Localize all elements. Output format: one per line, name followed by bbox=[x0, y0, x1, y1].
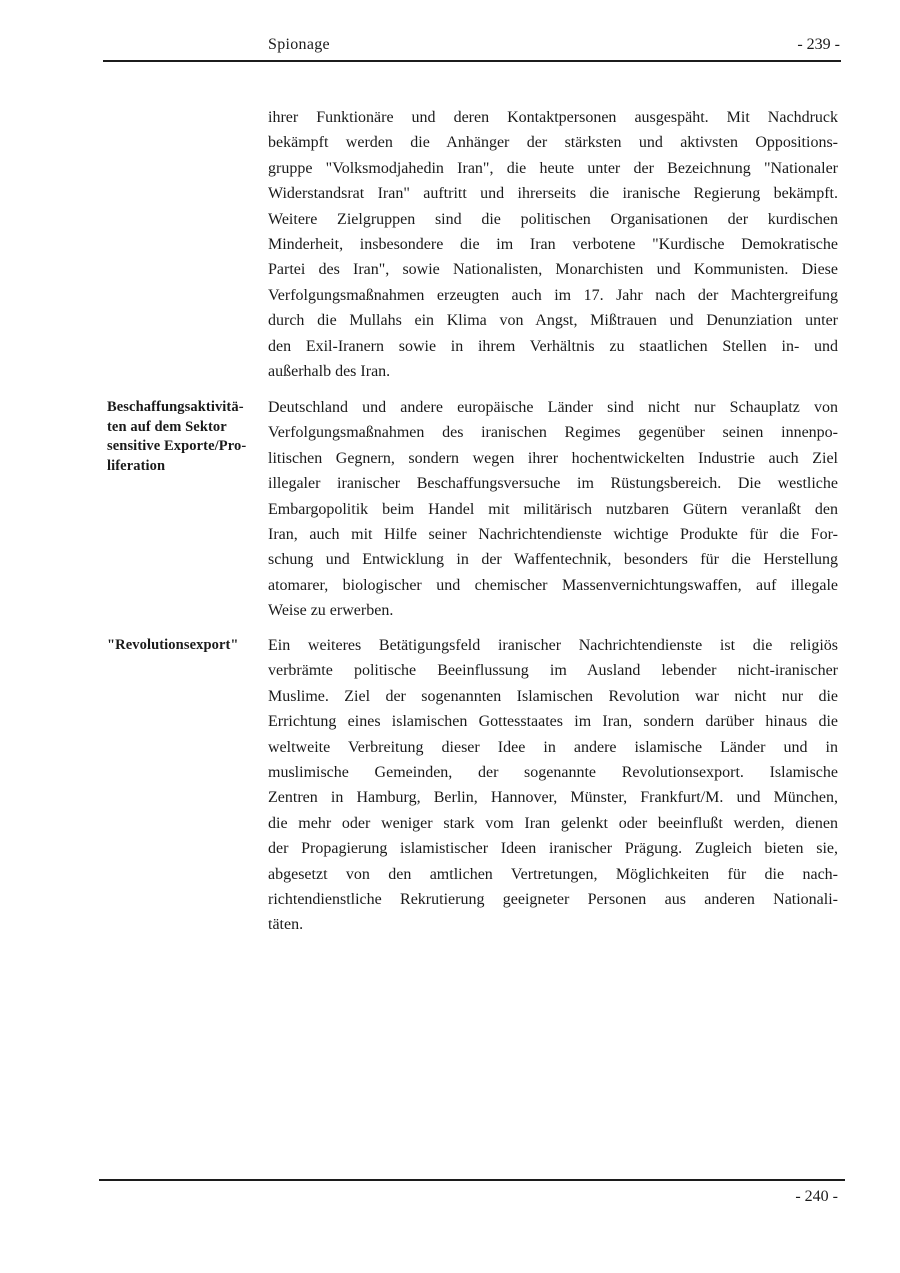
text-line: weltweite Verbreitung dieser Idee in andere islamische Länder und in bbox=[268, 738, 838, 756]
text-line: Weitere Zielgruppen sind die politischen Organisationen der kurdischen bbox=[268, 210, 838, 228]
text-line: ihrer Funktionäre und deren Kontaktpersonen ausgespäht. Mit Nachdruck bbox=[268, 109, 838, 126]
text-line: Verfolgungsmaßnahmen des iranischen Regimes gegenüber seinen innenpo- bbox=[268, 424, 838, 442]
margin-label bbox=[107, 398, 272, 476]
paragraph-text bbox=[268, 395, 838, 624]
header-page-number: - 239 - bbox=[797, 36, 840, 53]
text-line: Muslime. Ziel der sogenannten Islamischen Revolution war nicht nur die bbox=[268, 687, 838, 705]
text-line: schung und Entwicklung in der Waffentechnik, besonders für die Herstellung bbox=[268, 551, 838, 569]
text-line: Embargopolitik beim Handel mit militärisch nutzbaren Gütern veranlaßt den bbox=[268, 500, 838, 518]
text-line: litischen Gegnern, sondern wegen ihrer hochentwickelten Industrie auch Ziel bbox=[268, 449, 838, 467]
margin-label-line: liferation bbox=[107, 457, 166, 474]
margin-label-line: "Revolutionsexport" bbox=[107, 637, 239, 653]
text-line: muslimische Gemeinden, der sogenannte Revolutionsexport. Islamische bbox=[268, 764, 838, 782]
text-line: illegaler iranischer Beschaffungsversuche im Rüstungsbereich. Die westliche bbox=[268, 475, 838, 493]
text-line: Widerstandsrat Iran" auftritt und ihrerseits die iranische Regierung bekämpft. bbox=[268, 185, 838, 203]
text-line: Zentren in Hamburg, Berlin, Hannover, Münster, Frankfurt/M. und München, bbox=[268, 789, 838, 807]
text-line: verbrämte politische Beeinflussung im Ausland lebender nicht-iranischer bbox=[268, 662, 838, 680]
text-line: den Exil-Iranern sowie in ihrem Verhältnis zu staatlichen Stellen in- und bbox=[268, 337, 838, 355]
text-line: der Propagierung islamistischer Ideen iranischer Prägung. Zugleich bieten sie, bbox=[268, 840, 838, 858]
margin-label-line: ten auf dem Sektor bbox=[107, 418, 227, 435]
text-line: bekämpft werden die Anhänger der stärksten und aktivsten Oppositions- bbox=[268, 134, 838, 152]
text-line: täten. bbox=[268, 916, 304, 934]
text-line: gruppe "Volksmodjahedin Iran", die heute unter der Bezeichnung "Nationaler bbox=[268, 159, 838, 177]
text-line: Iran, auch mit Hilfe seiner Nachrichtendienste wichtige Produkte für die For- bbox=[268, 526, 838, 544]
footer-rule bbox=[99, 1179, 845, 1181]
text-line: Deutschland und andere europäische Länder sind nicht nur Schauplatz von bbox=[268, 399, 838, 416]
text-line: Ein weiteres Betätigungsfeld iranischer Nachrichtendienste ist die religiös bbox=[268, 637, 838, 654]
footer-page-number: - 240 - bbox=[795, 1188, 838, 1205]
text-line: atomarer, biologischer und chemischer Massenvernichtungswaffen, auf illegale bbox=[268, 576, 838, 594]
text-line: Errichtung eines islamischen Gottesstaates im Iran, sondern darüber hinaus die bbox=[268, 713, 838, 731]
text-line: Minderheit, insbesondere die im Iran verbotene "Kurdische Demokratische bbox=[268, 236, 838, 254]
paragraph-text bbox=[268, 105, 838, 384]
paragraph-text bbox=[268, 633, 838, 938]
text-line: abgesetzt von den amtlichen Vertretungen, Möglichkeiten für die nach- bbox=[268, 865, 838, 883]
text-line: richtendienstliche Rekrutierung geeigneter Personen aus anderen Nationali- bbox=[268, 891, 838, 909]
header-section-title: Spionage bbox=[268, 36, 330, 53]
header-rule bbox=[103, 60, 841, 62]
margin-label-line: sensitive Exporte/Pro- bbox=[107, 438, 247, 454]
text-line: Partei des Iran", sowie Nationalisten, Monarchisten und Kommunisten. Diese bbox=[268, 261, 838, 279]
text-line: die mehr oder weniger stark vom Iran gelenkt oder beeinflußt werden, dienen bbox=[268, 814, 838, 832]
text-line: Weise zu erwerben. bbox=[268, 602, 394, 620]
margin-label bbox=[107, 636, 272, 656]
margin-label-line: Beschaffungsaktivitä- bbox=[107, 399, 244, 415]
text-line: außerhalb des Iran. bbox=[268, 363, 391, 381]
text-line: durch die Mullahs ein Klima von Angst, Mißtrauen und Denunziation unter bbox=[268, 312, 838, 330]
text-line: Verfolgungsmaßnahmen erzeugten auch im 17. Jahr nach der Machtergreifung bbox=[268, 286, 838, 304]
